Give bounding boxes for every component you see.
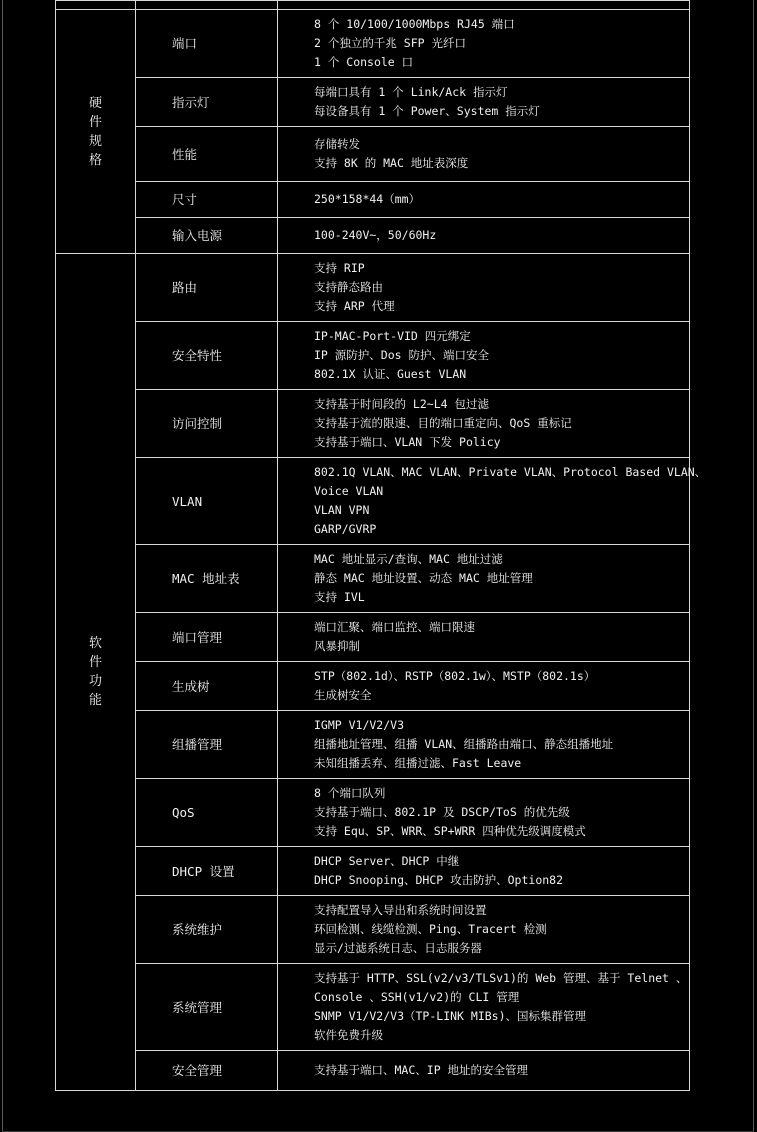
description-line: VLAN VPN bbox=[314, 503, 370, 517]
description-line: 1 个 Console 口 bbox=[314, 55, 414, 69]
frame-left-border bbox=[2, 0, 3, 1132]
feature-description-cell bbox=[278, 390, 690, 458]
description-line: Console 、SSH(v1/v2)的 CLI 管理 bbox=[314, 990, 520, 1004]
description-line: 支持基于端口、MAC、IP 地址的安全管理 bbox=[314, 1063, 529, 1077]
hardware-spec-row bbox=[56, 78, 690, 127]
description-line: 软件免费升级 bbox=[314, 1028, 383, 1042]
feature-description-cell bbox=[278, 182, 690, 218]
feature-description-cell bbox=[278, 847, 690, 896]
hardware-spec-row bbox=[56, 10, 690, 78]
description-line: IP 源防护、Dos 防护、端口安全 bbox=[314, 348, 489, 362]
software-category-char: 件 bbox=[88, 655, 102, 670]
feature-name-cell: VLAN bbox=[136, 458, 278, 545]
feature-description-cell bbox=[278, 711, 690, 779]
description-line: STP（802.1d）、RSTP（802.1w）、MSTP（802.1s） bbox=[314, 669, 596, 683]
feature-description-cell bbox=[278, 896, 690, 964]
feature-description-cell bbox=[278, 10, 690, 78]
feature-name-cell: 安全特性 bbox=[136, 322, 278, 390]
software-category-char: 能 bbox=[88, 693, 102, 708]
feature-name-cell: 系统维护 bbox=[136, 896, 278, 964]
description-line: 存储转发 bbox=[314, 137, 360, 151]
description-line: 每端口具有 1 个 Link/Ack 指示灯 bbox=[314, 85, 508, 99]
description-line: DHCP Server、DHCP 中继 bbox=[314, 854, 460, 868]
description-line: 802.1Q VLAN、MAC VLAN、Private VLAN、Protocol Based VLAN、 bbox=[314, 465, 707, 479]
software-spec-row bbox=[56, 662, 690, 711]
feature-name-cell: 端口 bbox=[136, 10, 278, 78]
feature-name-cell: 路由 bbox=[136, 254, 278, 322]
feature-name-cell: DHCP 设置 bbox=[136, 847, 278, 896]
hardware-category-char: 件 bbox=[88, 114, 102, 130]
software-spec-row bbox=[56, 545, 690, 613]
feature-name-cell: 组播管理 bbox=[136, 711, 278, 779]
feature-name-cell: 系统管理 bbox=[136, 964, 278, 1051]
feature-name-cell: 生成树 bbox=[136, 662, 278, 711]
feature-name-cell: 访问控制 bbox=[136, 390, 278, 458]
software-spec-row bbox=[56, 254, 690, 322]
software-spec-row bbox=[56, 458, 690, 545]
description-line: 支持基于时间段的 L2~L4 包过滤 bbox=[314, 397, 489, 411]
description-line: 100-240V~，50/60Hz bbox=[314, 228, 437, 242]
hardware-spec-row bbox=[56, 127, 690, 182]
table-top-stub-row bbox=[56, 1, 690, 10]
software-category-char: 软 bbox=[88, 636, 102, 651]
feature-description-cell bbox=[278, 218, 690, 254]
description-line: 支持基于端口、VLAN 下发 Policy bbox=[314, 435, 501, 449]
feature-name-cell: QoS bbox=[136, 779, 278, 847]
description-line: IP-MAC-Port-VID 四元绑定 bbox=[314, 329, 471, 343]
description-line: 8 个端口队列 bbox=[314, 786, 386, 800]
software-spec-row bbox=[56, 964, 690, 1051]
software-spec-row bbox=[56, 711, 690, 779]
description-line: MAC 地址显示/查询、MAC 地址过滤 bbox=[314, 552, 503, 566]
description-line: 组播地址管理、组播 VLAN、组播路由端口、静态组播地址 bbox=[314, 737, 614, 751]
description-line: 端口汇聚、端口监控、端口限速 bbox=[314, 620, 475, 634]
feature-name-cell: 安全管理 bbox=[136, 1051, 278, 1091]
description-line: 支持基于端口、802.1P 及 DSCP/ToS 的优先级 bbox=[314, 805, 570, 819]
description-line: SNMP V1/V2/V3（TP-LINK MIBs)、国标集群管理 bbox=[314, 1009, 587, 1023]
software-category-cell bbox=[56, 254, 136, 1091]
description-line: 支持基于 HTTP、SSL(v2/v3/TLSv1)的 Web 管理、基于 Telnet 、 bbox=[314, 971, 688, 985]
stub-cell bbox=[56, 1, 136, 10]
description-line: 8 个 10/100/1000Mbps RJ45 端口 bbox=[314, 17, 515, 31]
description-line: Voice VLAN bbox=[314, 484, 384, 498]
hardware-category-char: 规 bbox=[88, 133, 102, 149]
description-line: DHCP Snooping、DHCP 攻击防护、Option82 bbox=[314, 873, 564, 887]
description-line: 802.1X 认证、Guest VLAN bbox=[314, 367, 467, 381]
description-line: 支持静态路由 bbox=[314, 280, 383, 294]
description-line: 显示/过滤系统日志、日志服务器 bbox=[314, 941, 482, 955]
stub-cell bbox=[278, 1, 690, 10]
hardware-category-char: 硬 bbox=[88, 95, 102, 111]
description-line: 支持 8K 的 MAC 地址表深度 bbox=[314, 156, 469, 170]
feature-name-cell: 性能 bbox=[136, 127, 278, 182]
feature-description-cell bbox=[278, 1051, 690, 1091]
description-line: 支持 IVL bbox=[314, 590, 365, 604]
feature-description-cell bbox=[278, 458, 707, 545]
spec-table-body bbox=[56, 1, 707, 1091]
description-line: GARP/GVRP bbox=[314, 522, 377, 536]
software-spec-row bbox=[56, 847, 690, 896]
hardware-spec-row bbox=[56, 218, 690, 254]
hardware-spec-row bbox=[56, 182, 690, 218]
stub-cell bbox=[136, 1, 278, 10]
feature-description-cell bbox=[278, 78, 690, 127]
description-line: 支持基于流的限速、目的端口重定向、QoS 重标记 bbox=[314, 416, 572, 430]
feature-description-cell bbox=[278, 613, 690, 662]
description-line: 支持 RIP bbox=[314, 261, 365, 275]
feature-name-cell: 输入电源 bbox=[136, 218, 278, 254]
description-line: 250*158*44（mm） bbox=[314, 192, 421, 206]
software-spec-row bbox=[56, 779, 690, 847]
feature-name-cell: 尺寸 bbox=[136, 182, 278, 218]
description-line: 未知组播丢弃、组播过滤、Fast Leave bbox=[314, 756, 522, 770]
description-line: 风暴抑制 bbox=[314, 639, 360, 653]
feature-description-cell bbox=[278, 322, 690, 390]
feature-description-cell bbox=[278, 254, 690, 322]
description-line: 生成树安全 bbox=[314, 688, 372, 702]
software-spec-row bbox=[56, 896, 690, 964]
description-line: IGMP V1/V2/V3 bbox=[314, 718, 405, 732]
description-line: 支持 ARP 代理 bbox=[314, 299, 395, 313]
feature-name-cell: MAC 地址表 bbox=[136, 545, 278, 613]
feature-name-cell: 指示灯 bbox=[136, 78, 278, 127]
software-spec-row bbox=[56, 322, 690, 390]
feature-description-cell bbox=[278, 545, 690, 613]
description-line: 2 个独立的千兆 SFP 光纤口 bbox=[314, 36, 466, 50]
frame-right-border bbox=[753, 0, 754, 1132]
feature-description-cell bbox=[278, 964, 690, 1051]
feature-name-cell: 端口管理 bbox=[136, 613, 278, 662]
software-spec-row bbox=[56, 613, 690, 662]
description-line: 每设备具有 1 个 Power、System 指示灯 bbox=[314, 104, 540, 118]
description-line: 环回检测、线缆检测、Ping、Tracert 检测 bbox=[314, 922, 547, 936]
software-spec-row bbox=[56, 1051, 690, 1091]
spec-table bbox=[55, 0, 707, 1091]
feature-description-cell bbox=[278, 779, 690, 847]
software-spec-row bbox=[56, 390, 690, 458]
software-category-char: 功 bbox=[88, 674, 102, 689]
hardware-category-cell bbox=[56, 10, 136, 254]
description-line: 支持配置导入导出和系统时间设置 bbox=[314, 903, 487, 917]
description-line: 静态 MAC 地址设置、动态 MAC 地址管理 bbox=[314, 571, 533, 585]
feature-description-cell bbox=[278, 127, 690, 182]
hardware-category-char: 格 bbox=[88, 152, 102, 168]
description-line: 支持 Equ、SP、WRR、SP+WRR 四种优先级调度模式 bbox=[314, 824, 586, 838]
feature-description-cell bbox=[278, 662, 690, 711]
